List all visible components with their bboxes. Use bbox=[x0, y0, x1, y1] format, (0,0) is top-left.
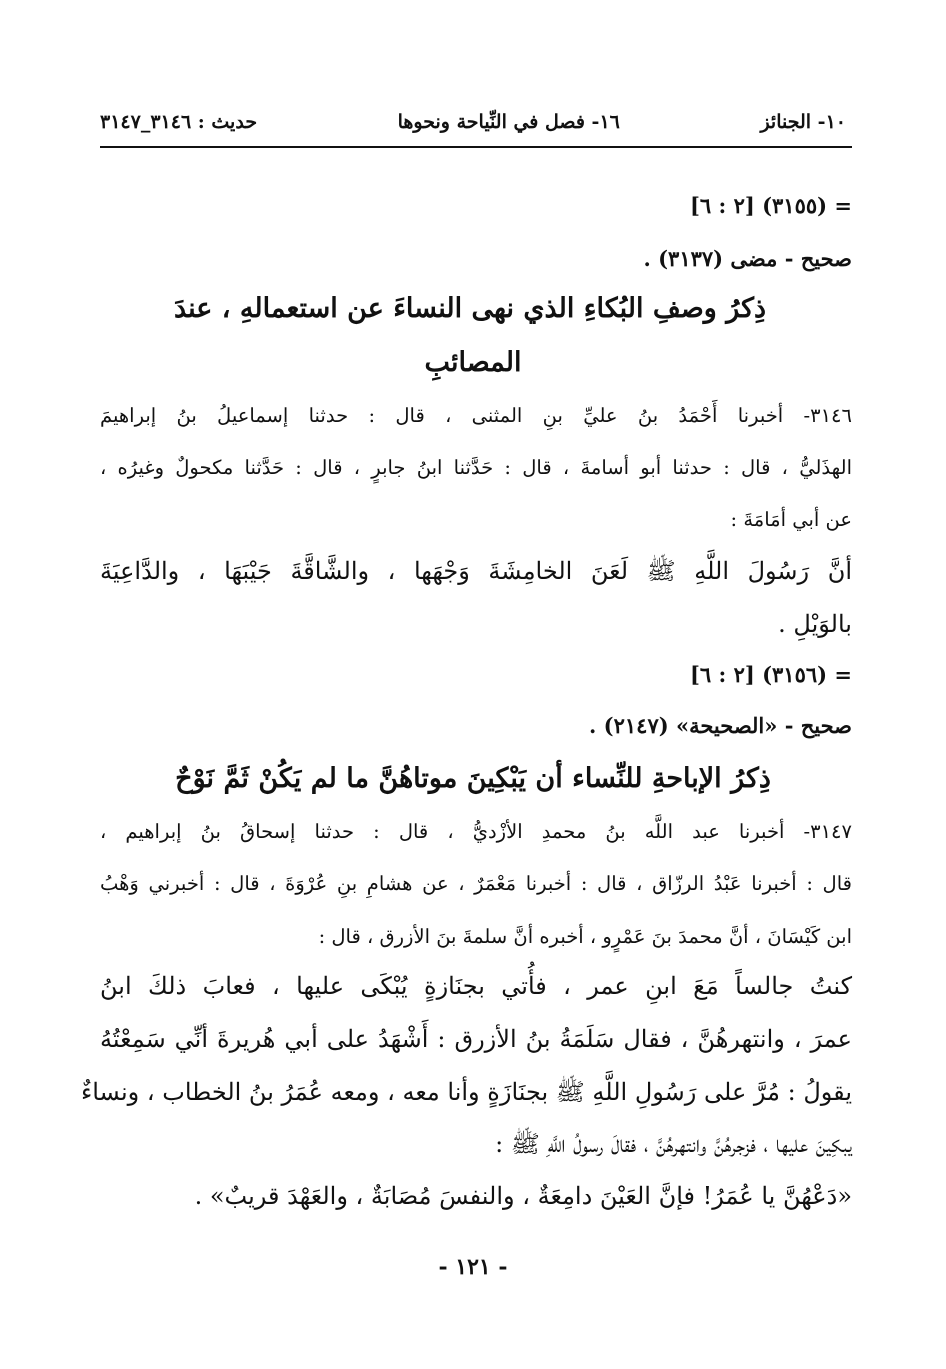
cross-reference: = (٣١٥٦) [٢ : ٦] bbox=[689, 662, 852, 687]
running-header bbox=[100, 104, 846, 140]
matn-line: بالوَيْلِ . bbox=[778, 610, 852, 638]
header-section: ١٦- فصل في النِّياحة ونحوها bbox=[397, 111, 620, 133]
matn-line: يبكِينَ عليها ، فزجرهُنَّ وانتهرهُنَّ ، فقالَ رسولُ اللَّهِ ﷺ : bbox=[495, 1130, 852, 1158]
page-number: - ١٢١ - bbox=[438, 1254, 508, 1280]
matn-line: «دَعْهُنَّ يا عُمَرُ! فإنَّ العَيْنَ دامِعَةٌ ، والنفسَ مُصَابَةٌ ، والعَهْدَ قريبٌ» . bbox=[194, 1182, 852, 1210]
chapter-heading: ذِكرُ الإباحةِ للنِّساء أن يَبْكِينَ موتاهُنَّ ما لم يَكُنْ ثَمَّ نَوْحٌ bbox=[175, 763, 771, 794]
cross-reference: = (٣١٥٥) [٢ : ٦] bbox=[689, 193, 852, 218]
isnad-line: ٣١٤٧- أخبرنا عبد اللَّه بنُ محمدِ الأزْديُّ ، قال : حدثنا إسحاقُ بنُ إبراهيم ، bbox=[100, 820, 852, 843]
isnad-line: عن أبي أمَامَةَ : bbox=[730, 508, 852, 531]
grading-note: صحيح - مضى (٣١٣٧) . bbox=[643, 246, 852, 271]
chapter-heading-continued: المصائبِ bbox=[424, 347, 522, 378]
isnad-line: ابن كَيْسَانَ ، أنَّ محمدَ بنَ عَمْرٍو ، أخبره أنَّ سلمةَ بنَ الأزرق ، قال : bbox=[318, 925, 852, 948]
matn-line: أنَّ رَسُولَ اللَّهِ ﷺ لَعَنَ الخامِشَةَ وَجْهَها ، والشَّاقَّةَ جَيْبَهَا ، والدَّاعِيَةَ bbox=[100, 557, 852, 585]
header-hadith-range: حديث : ٣١٤٦_٣١٤٧ bbox=[100, 111, 258, 133]
isnad-line: ٣١٤٦- أخبرنا أَحْمَدُ بنُ عليِّ بنِ المثنى ، قال : حدثنا إسماعيلُ بنُ إبراهيمَ bbox=[100, 404, 852, 427]
matn-line: يقولُ : مُرَّ على رَسُولِ اللَّهِ ﷺ بجنَازَةٍ وأنا معه ، ومعه عُمَرُ بنُ الخطاب ، ونساءٌ bbox=[80, 1078, 852, 1106]
header-chapter: ١٠- الجنائز bbox=[760, 111, 846, 133]
isnad-line: قال : أخبرنا عَبْدُ الرزّاق ، قال : أخبرنا مَعْمَرٌ ، عن هشامِ بنِ عُرْوَةَ ، قال : أخبرني وَهْبُ bbox=[100, 872, 852, 895]
chapter-heading: ذِكرُ وصفِ البُكاءِ الذي نهى النساءَ عن استعمالهِ ، عندَ bbox=[173, 293, 766, 324]
matn-line: عمرَ ، وانتهرهُنَّ ، فقال سَلَمَةُ بنُ الأزرق : أَشْهَدُ على أبي هُريرةَ أنِّي سَمِعْتُهُ bbox=[100, 1025, 852, 1053]
matn-line: كنتُ جالساً مَعَ ابنِ عمر ، فأُتي بجنَازةٍ يُبْكَى عليها ، فعابَ ذلكَ ابنُ bbox=[100, 972, 852, 1000]
grading-note: صحيح - «الصحيحة» (٢١٤٧) . bbox=[589, 713, 852, 738]
isnad-line: الهذَليُّ ، قال : حدثنا أبو أسامةَ ، قال : حَدَّثنا ابنُ جابرٍ ، قال : حَدَّثنا مكحولٌ وغيرُه ، bbox=[100, 456, 852, 479]
header-divider bbox=[100, 146, 852, 148]
